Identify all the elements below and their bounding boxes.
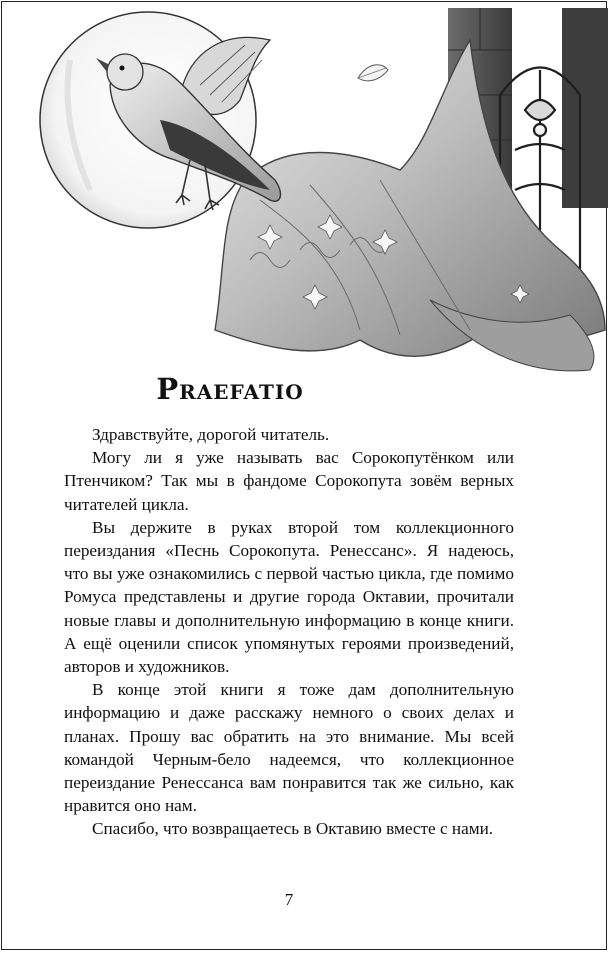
paragraph: Спасибо, что возвращаетесь в Октавию вместе с нами. [92,819,494,839]
paragraph: В конце этой книги я тоже дам дополнительную информацию и даже расскажу немного о своих делах и планах. Прошу вас обратить на это внимание. Мы всей командой Черным-бело надеемся, что коллекционное переиздание Ренессанса вам понравится так же сильно, как нравится оно нам. [64,680,514,816]
chapter-illustration [0,0,610,380]
body-text [64,423,514,841]
chapter-title: Praefatio [156,372,304,406]
paragraph: Могу ли я уже называть вас Сорокопутёнком или Птенчиком? Так мы в фандоме Сорокопута зовём верных читателей цикла. [64,448,514,514]
paragraph: Здравствуйте, дорогой читатель. [92,425,330,444]
curtain-shape [215,40,605,371]
page-number: 7 [284,890,294,909]
paragraph: Вы держите в руках второй том коллекционного переиздания «Песнь Сорокопута. Ренессанс». Я надеюсь, что вы уже ознакомились с первой частью цикла, где помимо Ромуса представлены и другие города Октавии, прочитали новые главы и дополнительную информацию в конце книги. А ещё оценили список упомянутых героями произведений, авторов и художников. [64,517,514,677]
feather-shape [358,65,388,81]
